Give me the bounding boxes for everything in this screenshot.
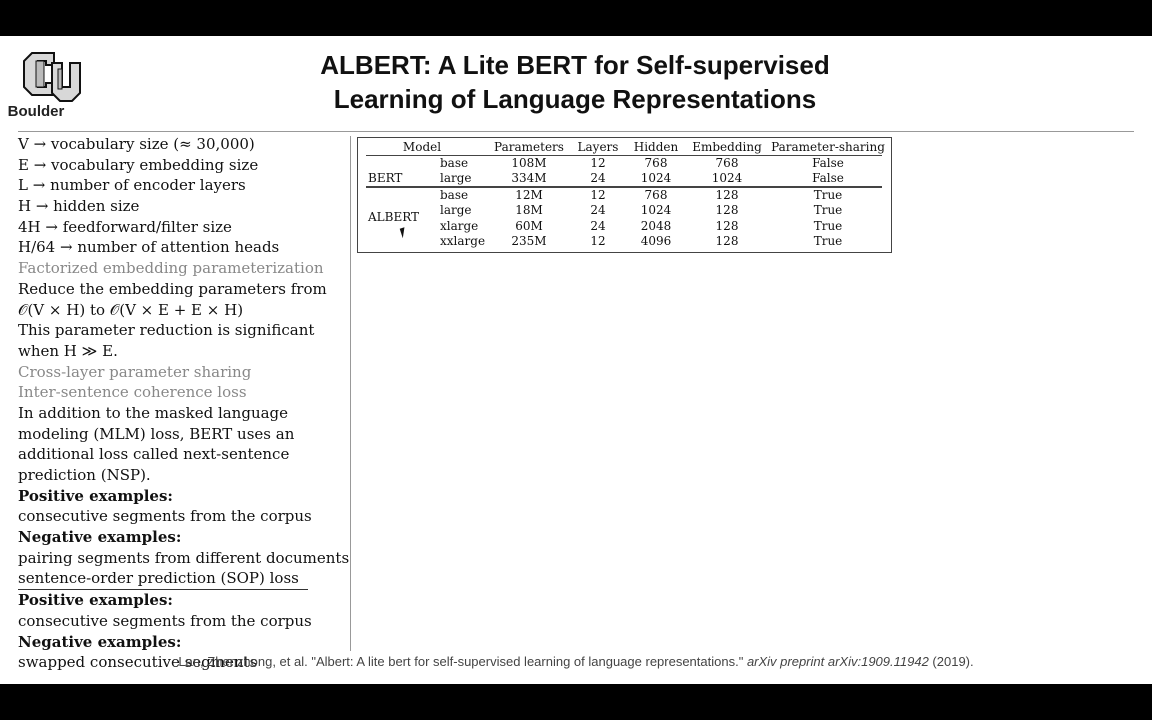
table-group-label: BERT xyxy=(368,171,403,185)
table-cell: 24 xyxy=(590,219,606,233)
notes-line: Factorized embedding parameterization xyxy=(18,259,324,278)
table-cell: 18M xyxy=(515,203,543,217)
table-cell: 128 xyxy=(715,188,739,202)
table-cell: 128 xyxy=(715,203,739,217)
table-size-cell: xlarge xyxy=(440,219,479,233)
table-cell: 128 xyxy=(715,234,739,248)
table-cell: 768 xyxy=(715,156,739,170)
notes-line: E → vocabulary embedding size xyxy=(18,155,259,174)
table-size-cell: base xyxy=(440,188,469,202)
table-header-cell: Parameter-sharing xyxy=(771,140,885,154)
table-cell: True xyxy=(813,203,843,217)
table-cell: 24 xyxy=(590,171,606,185)
table-cell: 128 xyxy=(715,219,739,233)
table-header-cell: Hidden xyxy=(633,140,679,154)
notes-line: Negative examples: xyxy=(18,528,182,547)
citation-year: (2019). xyxy=(928,654,974,669)
notes-line: consecutive segments from the corpus xyxy=(18,507,312,526)
table-cell: 12 xyxy=(590,234,606,248)
citation xyxy=(0,654,1152,669)
notes-line: V → vocabulary size (≈ 30,000) xyxy=(18,135,255,153)
table-cell: True xyxy=(813,219,843,233)
notes-line: Reduce the embedding parameters from xyxy=(18,279,327,298)
table-cell: 1024 xyxy=(640,203,672,217)
title-line-2: Learning of Language Representations xyxy=(333,84,817,114)
table-size-cell: large xyxy=(440,171,472,185)
notes-line: Inter-sentence coherence loss xyxy=(18,383,247,402)
citation-authors: Lan, Zhenzhong, et al. "Albert: A lite bert for self-supervised learning of language representations." xyxy=(178,654,747,669)
table-cell: 768 xyxy=(644,156,668,170)
table-cell: 60M xyxy=(515,219,543,233)
table-cell: 235M xyxy=(511,234,547,248)
notes-line: This parameter reduction is significant xyxy=(18,321,315,340)
table-cell: False xyxy=(812,156,844,170)
notes-line: additional loss called next-sentence xyxy=(18,445,290,464)
title-line-1: ALBERT: A Lite BERT for Self-supervised xyxy=(320,50,830,80)
citation-venue: arXiv preprint arXiv:1909.11942 xyxy=(746,654,929,669)
notes-line: Negative examples: xyxy=(18,632,182,651)
slide xyxy=(0,36,1152,684)
table-cell: 108M xyxy=(511,156,547,170)
table-cell: 12M xyxy=(515,188,543,202)
notes-line: consecutive segments from the corpus xyxy=(18,611,312,630)
table-cell: 1024 xyxy=(711,171,743,185)
model-comparison-table xyxy=(357,137,892,253)
table-cell: 2048 xyxy=(640,219,672,233)
slide-title xyxy=(230,48,920,116)
notes-column xyxy=(18,134,348,673)
notes-line: 4H → feedforward/filter size xyxy=(18,217,232,236)
table-cell: 334M xyxy=(511,171,547,185)
table-size-cell: large xyxy=(440,203,472,217)
notes-line: Cross-layer parameter sharing xyxy=(18,362,252,381)
table-header-cell: Parameters xyxy=(494,140,564,154)
notes-line: L → number of encoder layers xyxy=(18,176,246,195)
table-cell: True xyxy=(813,234,843,248)
table-size-cell: base xyxy=(440,156,469,170)
notes-line: when H ≫ E. xyxy=(18,341,118,360)
notes-line: sentence-order prediction (SOP) loss xyxy=(18,568,308,590)
notes-line: 𝒪(V × H) to 𝒪(V × E + E × H) xyxy=(18,300,244,319)
table-size-cell: xxlarge xyxy=(440,234,486,248)
table-header-cell: Embedding xyxy=(692,140,762,154)
table-cell: 1024 xyxy=(640,171,672,185)
table-cell: 12 xyxy=(590,156,606,170)
notes-line: H → hidden size xyxy=(18,197,140,216)
column-divider xyxy=(350,136,351,651)
table-cell: 24 xyxy=(590,203,606,217)
table-group-label: ALBERT xyxy=(368,210,420,224)
notes-line: H/64 → number of attention heads xyxy=(18,238,280,257)
notes-line: Positive examples: xyxy=(18,591,173,610)
notes-line: modeling (MLM) loss, BERT uses an xyxy=(18,424,295,443)
table-cell: False xyxy=(812,171,844,185)
table-header-cell: Layers xyxy=(577,140,619,154)
table-header-cell: Model xyxy=(402,140,442,154)
table-cell: 4096 xyxy=(640,234,672,248)
notes-line: In addition to the masked language xyxy=(18,403,289,422)
table-cell: True xyxy=(813,188,843,202)
notes-line: swapped consecutive segments xyxy=(18,653,258,672)
logo-text: Boulder xyxy=(7,103,65,120)
notes-line: pairing segments from different documents xyxy=(18,548,350,567)
table-cell: 768 xyxy=(644,188,668,202)
header-rule xyxy=(18,131,1134,132)
notes-line: prediction (NSP). xyxy=(18,466,151,484)
table-cell: 12 xyxy=(590,188,606,202)
notes-line: Positive examples: xyxy=(18,486,173,505)
